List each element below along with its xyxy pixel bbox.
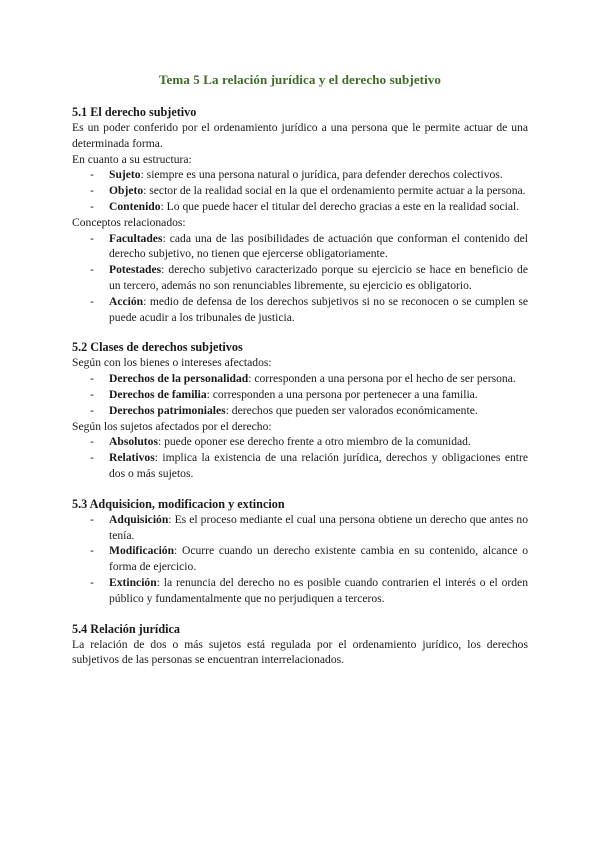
list-item-text: : derecho subjetivo caracterizado porque su ejercicio se hace en beneficio de un tercero, además no son renunciables libremente, su ejercicio es obligatorio. [109, 263, 528, 292]
list-item [72, 262, 528, 294]
list-item [72, 387, 528, 403]
list-item-term: Objeto [109, 184, 144, 198]
section-heading-5-3: 5.3 Adquisicion, modificacion y extincion [72, 496, 285, 511]
list-item-text: : puede oponer ese derecho frente a otro miembro de la comunidad. [157, 435, 471, 449]
dash-bullet: - [90, 575, 94, 589]
list-item [72, 167, 528, 183]
section-spacer [72, 607, 528, 621]
list-item-text: : derechos que pueden ser valorados económicamente. [225, 403, 478, 417]
list-item [72, 450, 528, 482]
list-item [72, 543, 528, 575]
subjects-list [72, 434, 528, 481]
dash-bullet: - [90, 199, 94, 213]
dash-bullet: - [90, 263, 94, 277]
acquisition-list [72, 512, 528, 607]
list-item [72, 512, 528, 544]
subjects-intro: Según los sujetos afectados por el derecho: [72, 419, 272, 433]
list-item-text: : la renuncia del derecho no es posible cuando contrarien el interés o el orden público y fundamentalmente que no perjudiquen a terceros. [109, 575, 528, 605]
list-item-text: : cada una de las posibilidades de actuación que conforman el contenido del derecho subjetivo, no tienen que ejercerse obligatoriamente. [109, 231, 528, 261]
list-item-term: Contenido [109, 199, 161, 213]
dash-bullet: - [90, 168, 94, 182]
list-item-text: : Lo que puede hacer el titular del derecho gracias a este en la realidad social. [160, 199, 520, 213]
dash-bullet: - [90, 435, 94, 449]
list-item-term: Adquisición [109, 512, 169, 526]
section-spacer [72, 482, 528, 496]
list-item-term: Acción [109, 294, 144, 308]
goods-list [72, 371, 528, 418]
list-item-text: : corresponden a una persona por el hecho de ser persona. [248, 372, 516, 386]
document-body [72, 104, 528, 668]
related-list [72, 231, 528, 326]
related-intro: Conceptos relacionados: [72, 215, 186, 229]
list-item-term: Derechos patrimoniales [109, 403, 226, 417]
list-item-term: Absolutos [109, 435, 158, 449]
dash-bullet: - [90, 512, 94, 526]
dash-bullet: - [90, 544, 94, 558]
dash-bullet: - [90, 231, 94, 245]
dash-bullet: - [90, 403, 94, 417]
list-item [72, 199, 528, 215]
list-item-term: Facultades [109, 231, 163, 245]
dash-bullet: - [90, 372, 94, 386]
list-item-text: : medio de defensa de los derechos subjetivos si no se reconocen o se cumplen se puede acudir a los tribunales de justicia. [109, 294, 528, 324]
list-item [72, 294, 528, 326]
list-item-text: : corresponden a una persona por pertenecer a una familia. [206, 387, 478, 401]
list-item-term: Derechos de familia [109, 387, 207, 401]
list-item [72, 434, 528, 450]
list-item-term: Relativos [109, 451, 155, 465]
list-item-term: Modificación [109, 544, 175, 558]
list-item-text: : sector de la realidad social en la que el ordenamiento permite actuar a la persona. [143, 184, 526, 198]
list-item [72, 403, 528, 419]
section-heading-5-1: 5.1 El derecho subjetivo [72, 105, 197, 119]
structure-list [72, 167, 528, 214]
section-heading-5-4: 5.4 Relación jurídica [72, 621, 180, 636]
section-heading-5-2: 5.2 Clases de derechos subjetivos [72, 340, 243, 355]
dash-bullet: - [90, 451, 94, 465]
relation-paragraph: La relación de dos o más sujetos está regulada por el ordenamiento jurídico, los derechos subjetivos de las personas se encuentran interrelacionados. [72, 637, 528, 667]
list-item-text: : Ocurre cuando un derecho existente cambia en su contenido, alcance o forma de ejercicio. [109, 544, 528, 574]
list-item-term: Extinción [109, 575, 157, 589]
section-spacer [72, 325, 528, 339]
dash-bullet: - [90, 294, 94, 308]
list-item [72, 371, 528, 387]
dash-bullet: - [90, 184, 94, 198]
list-item [72, 575, 528, 607]
definition-paragraph: Es un poder conferido por el ordenamiento jurídico a una persona que le permite actuar de una determinada forma. [72, 121, 528, 150]
list-item [72, 231, 528, 263]
list-item-text: : implica la existencia de una relación jurídica, derechos y obligaciones entre dos o más sujetos. [109, 451, 528, 480]
list-item-text: : siempre es una persona natural o jurídica, para defender derechos colectivos. [140, 168, 503, 182]
list-item-term: Sujeto [109, 168, 141, 182]
structure-intro: En cuanto a su estructura: [72, 152, 192, 166]
list-item-text: : Es el proceso mediante el cual una persona obtiene un derecho que antes no tenía. [109, 512, 528, 542]
document-title: Tema 5 La relación jurídica y el derecho subjetivo [158, 72, 442, 87]
list-item-term: Potestades [109, 263, 162, 277]
list-item [72, 183, 528, 199]
list-item-term: Derechos de la personalidad [109, 372, 249, 386]
goods-intro: Según con los bienes o intereses afectados: [72, 356, 272, 370]
dash-bullet: - [90, 387, 94, 401]
